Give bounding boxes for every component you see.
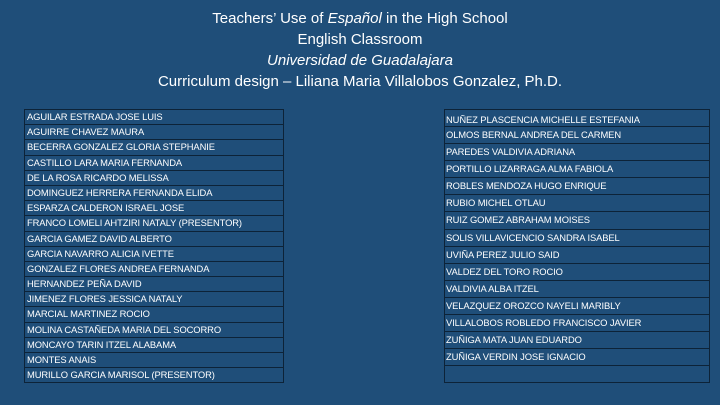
name-row: RUIZ GOMEZ ABRAHAM MOISES bbox=[445, 212, 709, 229]
name-row: MURILLO GARCIA MARISOL (PRESENTOR) bbox=[27, 369, 215, 381]
right-name-list bbox=[444, 109, 710, 383]
name-row: FRANCO LOMELI AHTZIRI NATALY (PRESENTOR) bbox=[25, 216, 283, 231]
name-row: MONCAYO TARIN ITZEL ALABAMA bbox=[25, 338, 283, 353]
name-row: AGUIRRE CHAVEZ MAURA bbox=[25, 125, 283, 140]
name-row: VALDIVIA ALBA ITZEL bbox=[445, 281, 709, 298]
name-row: RUBIO MICHEL OTLAU bbox=[445, 195, 709, 212]
name-row: CASTILLO LARA MARIA FERNANDA bbox=[25, 156, 283, 171]
title-line-1-italic: Español bbox=[327, 10, 382, 27]
name-row: VALDEZ DEL TORO ROCIO bbox=[445, 264, 709, 281]
name-row: GONZALEZ FLORES ANDREA FERNANDA bbox=[25, 262, 283, 277]
left-name-list bbox=[24, 109, 284, 383]
name-row: PAREDES VALDIVIA ADRIANA bbox=[445, 144, 709, 161]
name-row: JIMENEZ FLORES JESSICA NATALY bbox=[25, 292, 283, 307]
name-row: ZUÑIGA MATA JUAN EDUARDO bbox=[445, 332, 709, 349]
title-line-4: Curriculum design – Liliana Maria Villalobos Gonzalez, Ph.D. bbox=[157, 73, 563, 90]
title-line-3 bbox=[0, 50, 720, 71]
name-row: ROBLES MENDOZA HUGO ENRIQUE bbox=[445, 178, 709, 195]
name-row: PORTILLO LIZARRAGA ALMA FABIOLA bbox=[445, 161, 709, 178]
name-row: DE LA ROSA RICARDO MELISSA bbox=[25, 171, 283, 186]
name-row: GARCIA GAMEZ DAVID ALBERTO bbox=[25, 232, 283, 247]
name-row: HERNANDEZ PEÑA DAVID bbox=[25, 277, 283, 292]
name-row: MOLINA CASTAÑEDA MARIA DEL SOCORRO bbox=[25, 323, 283, 338]
title-line-1-suffix: in the High School bbox=[381, 10, 508, 27]
name-row: OLMOS BERNAL ANDREA DEL CARMEN bbox=[445, 127, 709, 144]
name-row: NUÑEZ PLASCENCIA MICHELLE ESTEFANIA bbox=[445, 110, 709, 127]
name-row: VELAZQUEZ OROZCO NAYELI MARIBLY bbox=[445, 298, 709, 315]
name-row: MONTES ANAIS bbox=[25, 353, 283, 368]
title-line-2: English Classroom bbox=[297, 31, 423, 48]
university-name: Universidad de Guadalajara bbox=[267, 52, 453, 69]
name-row: DOMINGUEZ HERRERA FERNANDA ELIDA bbox=[25, 186, 283, 201]
slide-title bbox=[0, 8, 720, 92]
name-row: UVIÑA PEREZ JULIO SAID bbox=[445, 247, 709, 264]
name-row: ESPARZA CALDERON ISRAEL JOSE bbox=[25, 201, 283, 216]
title-line-1-prefix: Teachers’ Use of bbox=[212, 10, 328, 27]
name-row: ZUÑIGA VERDIN JOSE IGNACIO bbox=[445, 349, 709, 366]
name-row: GARCIA NAVARRO ALICIA IVETTE bbox=[25, 247, 283, 262]
name-row: BECERRA GONZALEZ GLORIA STEPHANIE bbox=[25, 140, 283, 155]
title-line-1 bbox=[0, 8, 720, 29]
name-row: SOLIS VILLAVICENCIO SANDRA ISABEL bbox=[445, 230, 709, 247]
name-row: VILLALOBOS ROBLEDO FRANCISCO JAVIER bbox=[445, 315, 709, 332]
name-row: AGUILAR ESTRADA JOSE LUIS bbox=[25, 110, 283, 125]
name-row bbox=[445, 366, 709, 382]
name-row: MARCIAL MARTINEZ ROCIO bbox=[25, 307, 283, 322]
